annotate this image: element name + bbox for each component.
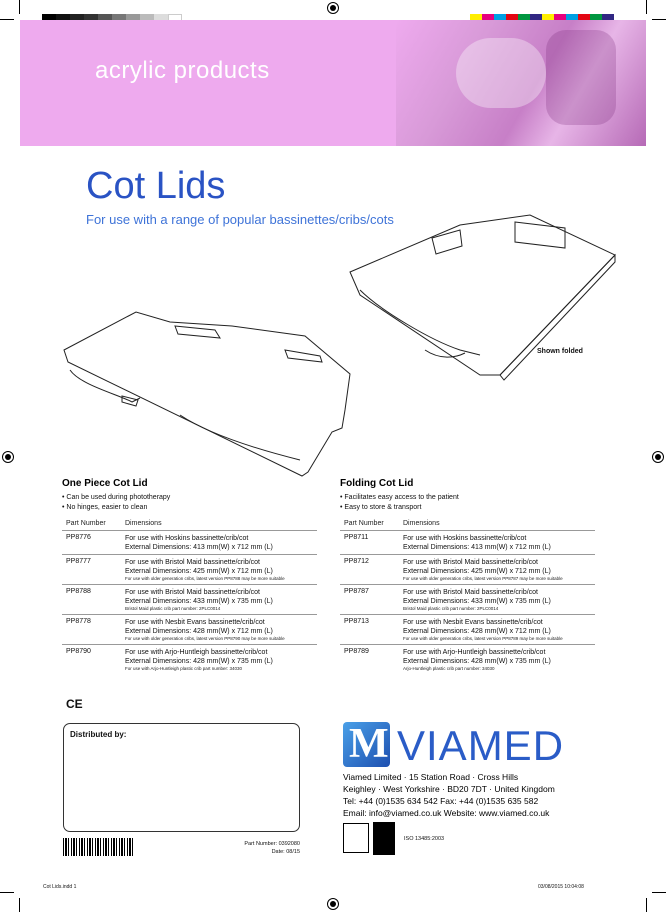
- row-note: Bristol Maid plastic crib part number: 2PLC0014: [125, 606, 221, 611]
- dimensions-text: External Dimensions: 433 mm(W) x 735 mm (L): [125, 598, 273, 605]
- part-number: PP8711: [344, 534, 369, 541]
- part-number: PP8789: [344, 648, 369, 655]
- part-number: PP8778: [66, 618, 91, 625]
- use-text: For use with Bristol Maid bassinette/crib/cot: [125, 559, 260, 566]
- address-line: Keighley · West Yorkshire · BD20 7DT · United Kingdom: [343, 784, 555, 794]
- dimensions-text: External Dimensions: 413 mm(W) x 712 mm (L): [125, 544, 273, 551]
- part-number: PP8788: [66, 588, 91, 595]
- use-text: For use with Arjo-Huntleigh bassinette/crib/cot: [125, 649, 268, 656]
- folding-heading: Folding Cot Lid: [340, 478, 414, 489]
- use-text: For use with Nesbit Evans bassinette/crib/cot: [125, 619, 265, 626]
- barcode: [63, 838, 133, 856]
- use-text: For use with Bristol Maid bassinette/crib/cot: [403, 559, 538, 566]
- row-note: For use with older generation cribs, latest version PP8790 may be more suitable: [125, 636, 285, 641]
- table-header: [340, 518, 595, 531]
- one-piece-bullet: • No hinges, easier to clean: [62, 504, 148, 511]
- footer-timestamp: 03/08/2015 10:04:08: [538, 884, 584, 890]
- use-text: For use with Bristol Maid bassinette/crib/cot: [125, 589, 260, 596]
- use-text: For use with Arjo-Huntleigh bassinette/crib/cot: [403, 649, 546, 656]
- date-label: Date: 08/15: [271, 849, 300, 855]
- part-number: PP8776: [66, 534, 91, 541]
- email-line: Email: info@viamed.co.uk Website: www.viamed.co.uk: [343, 808, 550, 818]
- row-note: For use with older generation cribs, latest version PP8787 may be more suitable: [403, 576, 563, 581]
- dimensions-text: External Dimensions: 425 mm(W) x 712 mm (L): [125, 568, 273, 575]
- registration-mark-right: [652, 451, 664, 463]
- registration-mark-top: [327, 2, 339, 14]
- row-note: For use with older generation cribs, latest version PP8789 may be more suitable: [403, 636, 563, 641]
- dimensions-text: External Dimensions: 428 mm(W) x 712 mm (L): [403, 628, 551, 635]
- use-text: For use with Bristol Maid bassinette/crib/cot: [403, 589, 538, 596]
- dimensions-text: External Dimensions: 428 mm(W) x 735 mm (L): [125, 658, 273, 665]
- company-address: [343, 771, 555, 819]
- dimensions-text: External Dimensions: 433 mm(W) x 735 mm (L): [403, 598, 551, 605]
- cot-lid-illustration: [60, 210, 620, 480]
- one-piece-bullet: • Can be used during phototherapy: [62, 494, 171, 501]
- row-note: For use with Arjo-Huntleigh plastic crib part number: 34030: [125, 666, 243, 671]
- company-logo-text: VIAMED: [397, 722, 565, 769]
- part-number-label: Part Number: 0392080: [244, 841, 300, 847]
- page-title: Cot Lids: [86, 165, 226, 207]
- neonatal-photo: [396, 20, 646, 146]
- bsi-certification-icon: [343, 823, 369, 853]
- part-number: PP8777: [66, 558, 91, 565]
- table-row: [340, 645, 595, 674]
- table-row: [62, 531, 317, 555]
- image-caption: Shown folded: [537, 348, 583, 355]
- table-row: [340, 615, 595, 645]
- part-info: [200, 840, 300, 856]
- col-part-number: Part Number: [66, 520, 106, 527]
- folding-bullet: • Facilitates easy access to the patient: [340, 494, 459, 501]
- part-number: PP8790: [66, 648, 91, 655]
- registration-mark-left: [2, 451, 14, 463]
- registration-mark-bottom: [327, 898, 339, 910]
- table-row: [62, 585, 317, 615]
- dimensions-text: External Dimensions: 425 mm(W) x 712 mm (L): [403, 568, 551, 575]
- dimensions-text: External Dimensions: 428 mm(W) x 712 mm (L): [125, 628, 273, 635]
- table-row: [340, 585, 595, 615]
- page-subtitle: For use with a range of popular bassinettes/cribs/cots: [86, 212, 394, 227]
- distributed-by-label: Distributed by:: [70, 730, 127, 739]
- banner-title: acrylic products: [95, 57, 270, 84]
- table-row: [62, 615, 317, 645]
- table-row: [340, 531, 595, 555]
- distributed-by-box: [63, 723, 300, 832]
- folding-bullet: • Easy to store & transport: [340, 504, 422, 511]
- row-note: Bristol Maid plastic crib part number: 2PLC0014: [403, 606, 499, 611]
- col-dimensions: Dimensions: [403, 520, 440, 527]
- footer-filename: Cot Lids.indd 1: [43, 884, 77, 890]
- dimensions-text: External Dimensions: 428 mm(W) x 735 mm (L): [403, 658, 551, 665]
- use-text: For use with Nesbit Evans bassinette/crib/cot: [403, 619, 543, 626]
- address-line: Viamed Limited · 15 Station Road · Cross Hills: [343, 772, 519, 782]
- row-note: Arjo-Huntleigh plastic crib part number: 34030: [403, 666, 495, 671]
- part-number: PP8787: [344, 588, 369, 595]
- logo-letter: M: [349, 721, 389, 767]
- one-piece-heading: One Piece Cot Lid: [62, 478, 148, 489]
- iso-label: ISO 13485:2003: [404, 836, 445, 842]
- table-row: [340, 555, 595, 585]
- table-header: [62, 518, 317, 531]
- table-row: [62, 555, 317, 585]
- use-text: For use with Hoskins bassinette/crib/cot: [125, 535, 249, 542]
- table-row: [62, 645, 317, 674]
- part-number: PP8713: [344, 618, 369, 625]
- folding-section: [340, 478, 595, 674]
- col-dimensions: Dimensions: [125, 520, 162, 527]
- row-note: For use with older generation cribs, latest version PP8788 may be more suitable: [125, 576, 285, 581]
- ukas-certification-icon: [373, 822, 395, 855]
- use-text: For use with Hoskins bassinette/crib/cot: [403, 535, 527, 542]
- phone-line: Tel: +44 (0)1535 634 542 Fax: +44 (0)1535 635 582: [343, 796, 539, 806]
- dimensions-text: External Dimensions: 413 mm(W) x 712 mm (L): [403, 544, 551, 551]
- col-part-number: Part Number: [344, 520, 384, 527]
- ce-mark: CE: [66, 697, 83, 711]
- one-piece-section: [62, 478, 317, 674]
- part-number: PP8712: [344, 558, 369, 565]
